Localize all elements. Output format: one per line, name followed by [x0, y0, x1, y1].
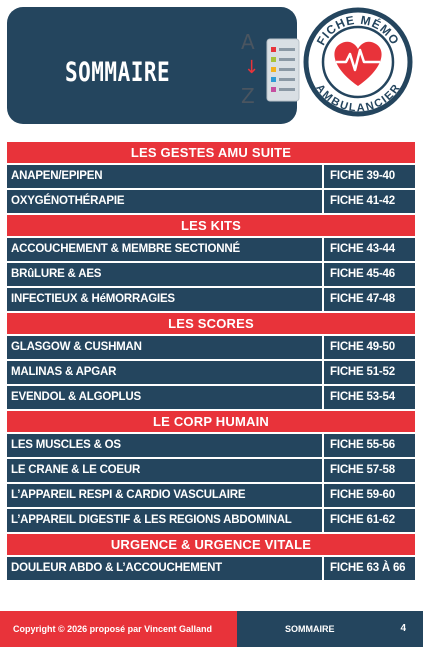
section-header: URGENCE & URGENCE VITALE	[7, 534, 415, 555]
toc-row[interactable]	[7, 509, 415, 532]
section-header: LES GESTES AMU SUITE	[7, 142, 415, 163]
page-title: SOMMAIRE	[65, 57, 171, 87]
table-of-contents	[7, 142, 415, 580]
toc-row[interactable]	[7, 434, 415, 457]
toc-row-label: LES MUSCLES & OS	[7, 434, 322, 457]
toc-row-ref: FICHE 53-54	[324, 386, 415, 409]
svg-text:↓: ↓	[244, 57, 260, 78]
toc-row[interactable]	[7, 459, 415, 482]
toc-row-label: OXYGÉNOTHÉRAPIE	[7, 190, 322, 213]
toc-row[interactable]	[7, 263, 415, 286]
toc-row-label: L’APPAREIL DIGESTIF & LES REGIONS ABDOMINAL	[7, 509, 322, 532]
footer-right	[237, 611, 423, 647]
section-header: LES SCORES	[7, 313, 415, 334]
footer-section-label: SOMMAIRE	[285, 624, 335, 634]
badge-bottom-text: AMBULANCIER	[313, 82, 403, 115]
toc-row[interactable]	[7, 165, 415, 188]
toc-row-ref: FICHE 57-58	[324, 459, 415, 482]
toc-row[interactable]	[7, 361, 415, 384]
toc-row-ref: FICHE 41-42	[324, 190, 415, 213]
section-header: LE CORP HUMAIN	[7, 411, 415, 432]
toc-row-ref: FICHE 49-50	[324, 336, 415, 359]
toc-row-label: GLASGOW & CUSHMAN	[7, 336, 322, 359]
alphabetical-list-icon	[239, 27, 301, 109]
toc-row-label: ANAPEN/EPIPEN	[7, 165, 322, 188]
toc-row-ref: FICHE 63 À 66	[324, 557, 415, 580]
toc-row[interactable]	[7, 288, 415, 311]
toc-row-ref: FICHE 45-46	[324, 263, 415, 286]
toc-row-label: DOULEUR ABDO & L’ACCOUCHEMENT	[7, 557, 322, 580]
toc-row-label: MALINAS & APGAR	[7, 361, 322, 384]
badge-top-text: FICHE MÉMO	[313, 12, 403, 48]
toc-row-label: BRûLURE & AES	[7, 263, 322, 286]
toc-row-label: LE CRANE & LE COEUR	[7, 459, 322, 482]
toc-row-ref: FICHE 39-40	[324, 165, 415, 188]
toc-row[interactable]	[7, 336, 415, 359]
toc-row-ref: FICHE 51-52	[324, 361, 415, 384]
toc-row[interactable]	[7, 238, 415, 261]
toc-row[interactable]	[7, 386, 415, 409]
copyright-text: Copyright © 2026 proposé par Vincent Galland	[0, 611, 237, 647]
section-header: LES KITS	[7, 215, 415, 236]
fiche-memo-badge	[302, 6, 414, 118]
page-footer	[0, 611, 423, 647]
toc-row-ref: FICHE 47-48	[324, 288, 415, 311]
toc-row-ref: FICHE 43-44	[324, 238, 415, 261]
toc-row-ref: FICHE 61-62	[324, 509, 415, 532]
toc-row-label: EVENDOL & ALGOPLUS	[7, 386, 322, 409]
svg-text:A: A	[241, 30, 255, 54]
svg-text:Z: Z	[241, 84, 255, 108]
toc-row[interactable]	[7, 484, 415, 507]
toc-row[interactable]	[7, 190, 415, 213]
toc-row[interactable]	[7, 557, 415, 580]
toc-row-ref: FICHE 59-60	[324, 484, 415, 507]
toc-row-label: L’APPAREIL RESPI & CARDIO VASCULAIRE	[7, 484, 322, 507]
toc-row-label: ACCOUCHEMENT & MEMBRE SECTIONNÉ	[7, 238, 322, 261]
header-panel	[7, 7, 297, 124]
toc-row-label: INFECTIEUX & HéMORRAGIES	[7, 288, 322, 311]
toc-row-ref: FICHE 55-56	[324, 434, 415, 457]
page-number: 4	[400, 623, 406, 634]
